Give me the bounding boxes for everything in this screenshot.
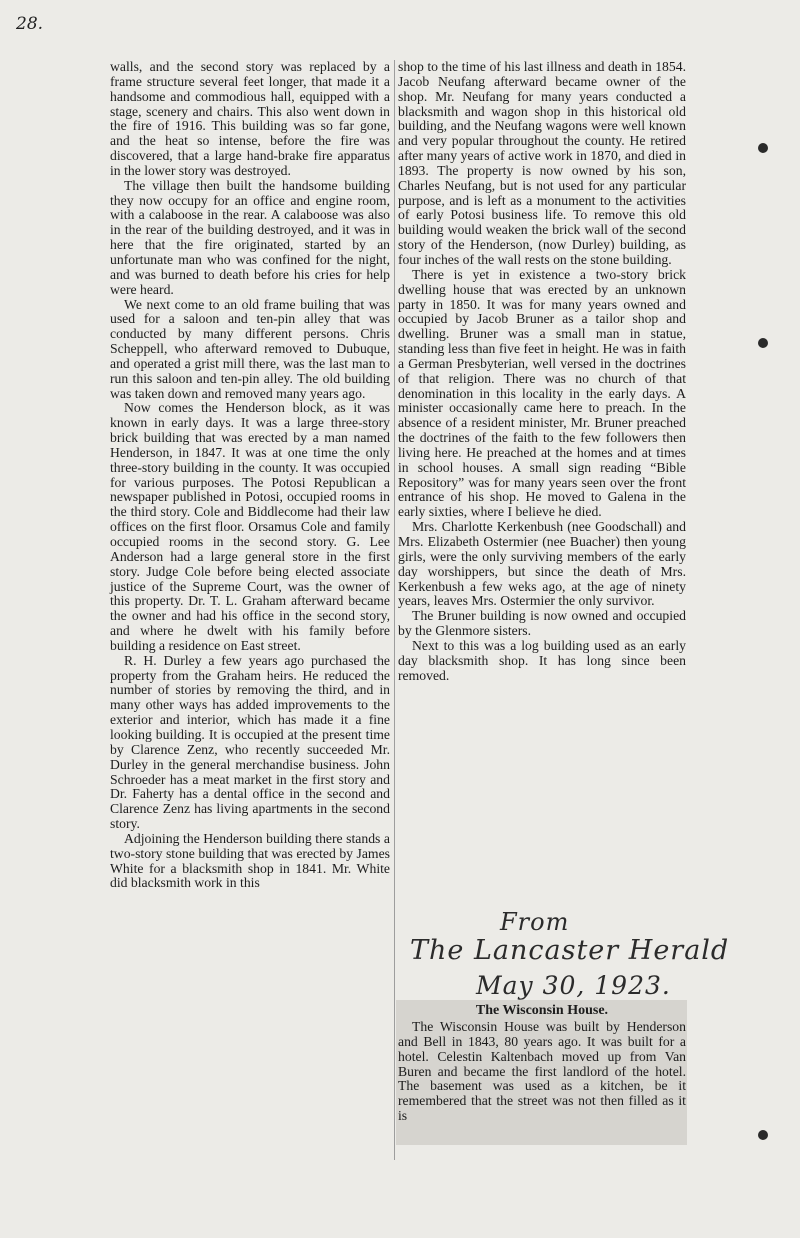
handwritten-newspaper-name: The Lancaster Herald — [410, 935, 730, 966]
column-divider — [394, 60, 395, 1160]
paragraph-stone-building: Adjoining the Henderson building there stands a two-story stone building that was erected by James White for a blacksmith shop in 1841. Mr. White did blacksmith work in this — [110, 830, 390, 891]
punch-hole-icon — [758, 143, 768, 153]
clipping-body: The Wisconsin House was built by Henderson and Bell in 1843, 80 years ago. It was built for a hotel. Celestin Kaltenbach moved up from Van Buren and became the first landlord of the hotel. The basement was used as a kitchen, be it remembered that the street was not then filled as it is — [398, 1019, 686, 1124]
paragraph-bruner-house: There is yet in existence a two-story brick dwelling house that was erected by an unknown party in 1850. It was for many years owned and occupied by Jacob Bruner as a tailor shop and dwelling. Bruner was a small man in statue, standing less than five feet in height. He was in faith a German Presbyterian, well versed in the doctrines of that religion. There was no church of that denomination in this locality in the early days. A minister occasionally came here to preach. In the absence of a resident minister, Mr. Bruner preached the doctrines of the faith to the few followers then living here. He preached at the homes and at times in school houses. A small sign reading “Bible Repository” was for many years seen over the front entrance of his shop. He moved to Galena in the early sixties, where I believe he died. — [398, 266, 686, 520]
paragraph-fire-1916: walls, and the second story was replaced by a frame structure several feet longer, that made it a handsome and commodious hall, equipped with a stage, scenery and chairs. This also went down in the fire of 1916. This building was so far gone, and the heat so intense, before the fire was discovered, that a large hand-brake fire apparatus in the lower story was destroyed. — [110, 59, 390, 178]
paragraph-henderson-block: Now comes the Henderson block, as it was known in early days. It was a large three-story brick building that was erected by a man named Henderson, in 1847. It was at one time the only three-story building in the county. It was occupied for various purposes. The Potosi Republican a newspaper published in Potosi, occupied rooms in the third story. Cole and Biddlecome had their law offices on the first floor. Orsamus Cole and family occupied rooms in the second story. G. Lee Anderson had a large general store in the first story. Judge Cole before being elected associate justice of the Supreme Court, was the owner of this property. Dr. T. L. Graham afterward became the owner and had his office in the second story, and where he dwelt with his family before building a residence on East street. — [110, 400, 390, 653]
handwritten-from: From — [500, 908, 570, 936]
paragraph-log-building: Next to this was a log building used as an early day blacksmith shop. It has long since been removed. — [398, 637, 686, 683]
paragraph-durley: R. H. Durley a few years ago purchased the property from the Graham heirs. He reduced the number of stories by removing the third, and in many other ways has added improvements to the exterior and interior, which has made it a fine looking building. It is occupied at the present time by Clarence Zenz, who recently succeeded Mr. Durley in the general merchandise business. John Schroeder has a meat market in the first story and Dr. Faherty has a dental office in the second and Clarence Zenz has living apartments in the second story. — [110, 652, 390, 832]
article-left-column — [110, 60, 390, 891]
page-number-handwritten: 28. — [16, 14, 44, 34]
newspaper-clipping — [398, 1002, 686, 1124]
paragraph-calaboose: The village then built the handsome building they now occupy for an office and engine room, with a calaboose in the rear. A calaboose was also in the rear of the building destroyed, and it was in here that the fire originated, started by an unfortunate man who was confined for the night, and was burned to death before his cries for help were heard. — [110, 177, 390, 297]
clipping-headline: The Wisconsin House. — [475, 1003, 609, 1018]
punch-hole-icon — [758, 1130, 768, 1140]
article-right-column — [398, 60, 686, 683]
handwritten-date: May 30, 1923. — [476, 971, 671, 1000]
paragraph-glenmore: The Bruner building is now owned and occupied by the Glenmore sisters. — [398, 608, 686, 639]
punch-hole-icon — [758, 338, 768, 348]
paragraph-saloon: We next come to an old frame builing that was used for a saloon and ten-pin alley that was conducted by many different persons. Chris Scheppell, who afterward removed to Dubuque, and operated a grist mill there, was the last man to run this saloon and ten-pin alley. The old building was taken down and removed many years ago. — [110, 296, 390, 401]
paragraph-kerkenbush: Mrs. Charlotte Kerkenbush (nee Goodschall) and Mrs. Elizabeth Ostermier (nee Buacher) then young girls, were the only surviving members of the early day worshippers, but since the death of Mrs. Kerkenbush a few weks ago, at the age of ninety years, leaves Mrs. Ostermier the only survivor. — [398, 519, 686, 609]
paragraph-neufang: shop to the time of his last illness and death in 1854. Jacob Neufang afterward became owner of the shop. Mr. Neufang for many years conducted a blacksmith and wagon shop in this historical old building, and the Neufang wagons were well known and very popular throughout the county. He retired after many years of active work in 1870, and died in 1893. The property is now owned by his son, Charles Neufang, but is not used for any particular purpose, and is left as a monument to the activities of early Potosi business life. To remove this old building would weaken the brick wall of the second story of the Henderson, (now Durley) building, as four inches of the wall rests on the stone building. — [398, 59, 686, 267]
